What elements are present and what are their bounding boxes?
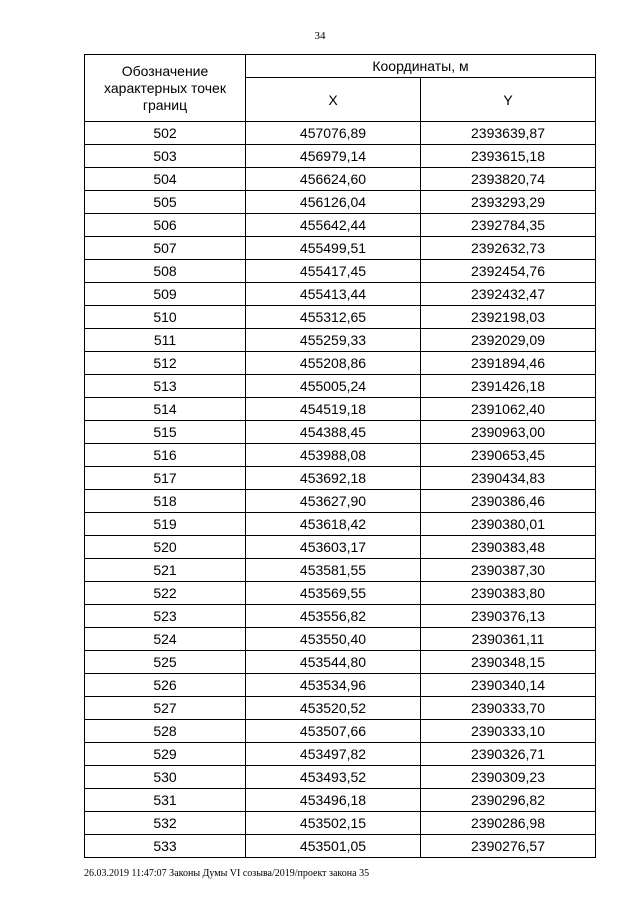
cell-y: 2393820,74 <box>421 168 596 191</box>
cell-point: 508 <box>85 260 246 283</box>
cell-y: 2390380,01 <box>421 513 596 536</box>
table-row <box>85 398 596 421</box>
table-row <box>85 191 596 214</box>
cell-y: 2390383,48 <box>421 536 596 559</box>
cell-y: 2392784,35 <box>421 214 596 237</box>
table-row <box>85 697 596 720</box>
table-row <box>85 536 596 559</box>
cell-x: 453493,52 <box>246 766 421 789</box>
cell-y: 2393293,29 <box>421 191 596 214</box>
table-row <box>85 720 596 743</box>
table-row <box>85 260 596 283</box>
table-row <box>85 306 596 329</box>
cell-x: 453581,55 <box>246 559 421 582</box>
cell-point: 518 <box>85 490 246 513</box>
cell-y: 2390386,46 <box>421 490 596 513</box>
table-row <box>85 743 596 766</box>
cell-x: 455259,33 <box>246 329 421 352</box>
cell-point: 502 <box>85 122 246 145</box>
cell-y: 2390963,00 <box>421 421 596 444</box>
table-row <box>85 651 596 674</box>
cell-y: 2390333,10 <box>421 720 596 743</box>
cell-point: 505 <box>85 191 246 214</box>
cell-x: 455417,45 <box>246 260 421 283</box>
cell-x: 456624,60 <box>246 168 421 191</box>
cell-y: 2390434,83 <box>421 467 596 490</box>
cell-x: 453534,96 <box>246 674 421 697</box>
cell-y: 2391062,40 <box>421 398 596 421</box>
cell-point: 509 <box>85 283 246 306</box>
cell-x: 453627,90 <box>246 490 421 513</box>
table-row <box>85 559 596 582</box>
cell-x: 456126,04 <box>246 191 421 214</box>
cell-point: 514 <box>85 398 246 421</box>
cell-y: 2393615,18 <box>421 145 596 168</box>
cell-y: 2390309,23 <box>421 766 596 789</box>
cell-point: 517 <box>85 467 246 490</box>
table-row <box>85 628 596 651</box>
cell-x: 453569,55 <box>246 582 421 605</box>
cell-point: 516 <box>85 444 246 467</box>
cell-y: 2392029,09 <box>421 329 596 352</box>
table-row <box>85 835 596 858</box>
cell-point: 515 <box>85 421 246 444</box>
cell-x: 453520,52 <box>246 697 421 720</box>
cell-point: 506 <box>85 214 246 237</box>
cell-x: 453550,40 <box>246 628 421 651</box>
cell-x: 455642,44 <box>246 214 421 237</box>
cell-x: 453556,82 <box>246 605 421 628</box>
cell-point: 521 <box>85 559 246 582</box>
cell-x: 453497,82 <box>246 743 421 766</box>
cell-y: 2392432,47 <box>421 283 596 306</box>
cell-y: 2390387,30 <box>421 559 596 582</box>
cell-x: 453544,80 <box>246 651 421 674</box>
cell-x: 453501,05 <box>246 835 421 858</box>
cell-y: 2390326,71 <box>421 743 596 766</box>
cell-point: 527 <box>85 697 246 720</box>
page-number: 34 <box>314 30 326 42</box>
table-header-row <box>85 55 596 78</box>
header-coordinates: Координаты, м <box>246 55 596 78</box>
cell-x: 455208,86 <box>246 352 421 375</box>
cell-y: 2392198,03 <box>421 306 596 329</box>
cell-y: 2393639,87 <box>421 122 596 145</box>
cell-x: 457076,89 <box>246 122 421 145</box>
cell-y: 2390376,13 <box>421 605 596 628</box>
table-row <box>85 122 596 145</box>
cell-x: 455312,65 <box>246 306 421 329</box>
cell-point: 524 <box>85 628 246 651</box>
table-row <box>85 421 596 444</box>
header-designation: Обозначение характерных точек границ <box>85 55 246 122</box>
cell-y: 2390276,57 <box>421 835 596 858</box>
cell-y: 2391894,46 <box>421 352 596 375</box>
header-x: X <box>246 78 421 122</box>
cell-point: 510 <box>85 306 246 329</box>
cell-point: 528 <box>85 720 246 743</box>
cell-y: 2390361,11 <box>421 628 596 651</box>
table-row <box>85 444 596 467</box>
table-row <box>85 145 596 168</box>
cell-y: 2390348,15 <box>421 651 596 674</box>
cell-point: 523 <box>85 605 246 628</box>
table-row <box>85 283 596 306</box>
cell-x: 454388,45 <box>246 421 421 444</box>
cell-y: 2392632,73 <box>421 237 596 260</box>
table-row <box>85 237 596 260</box>
cell-point: 512 <box>85 352 246 375</box>
cell-point: 513 <box>85 375 246 398</box>
cell-y: 2391426,18 <box>421 375 596 398</box>
table-row <box>85 352 596 375</box>
cell-y: 2392454,76 <box>421 260 596 283</box>
cell-x: 453603,17 <box>246 536 421 559</box>
cell-y: 2390653,45 <box>421 444 596 467</box>
cell-point: 531 <box>85 789 246 812</box>
table-row <box>85 467 596 490</box>
cell-point: 532 <box>85 812 246 835</box>
cell-x: 453988,08 <box>246 444 421 467</box>
cell-x: 454519,18 <box>246 398 421 421</box>
cell-y: 2390286,98 <box>421 812 596 835</box>
cell-point: 530 <box>85 766 246 789</box>
cell-x: 456979,14 <box>246 145 421 168</box>
cell-point: 519 <box>85 513 246 536</box>
cell-x: 455413,44 <box>246 283 421 306</box>
table-row <box>85 766 596 789</box>
cell-x: 453496,18 <box>246 789 421 812</box>
cell-y: 2390333,70 <box>421 697 596 720</box>
table-row <box>85 674 596 697</box>
cell-point: 533 <box>85 835 246 858</box>
cell-x: 455499,51 <box>246 237 421 260</box>
table-row <box>85 168 596 191</box>
cell-point: 504 <box>85 168 246 191</box>
cell-x: 455005,24 <box>246 375 421 398</box>
table-row <box>85 214 596 237</box>
table-row <box>85 789 596 812</box>
cell-point: 520 <box>85 536 246 559</box>
cell-point: 503 <box>85 145 246 168</box>
table-row <box>85 490 596 513</box>
table-row <box>85 375 596 398</box>
table-row <box>85 812 596 835</box>
cell-y: 2390296,82 <box>421 789 596 812</box>
table-row <box>85 582 596 605</box>
cell-x: 453502,15 <box>246 812 421 835</box>
header-y: Y <box>421 78 596 122</box>
table-row <box>85 329 596 352</box>
cell-point: 526 <box>85 674 246 697</box>
cell-x: 453618,42 <box>246 513 421 536</box>
footer-stamp: 26.03.2019 11:47:07 Законы Думы VI созыва/2019/проект закона 35 <box>84 868 370 879</box>
cell-x: 453692,18 <box>246 467 421 490</box>
cell-y: 2390340,14 <box>421 674 596 697</box>
coordinates-table <box>84 54 596 858</box>
cell-point: 522 <box>85 582 246 605</box>
table-row <box>85 513 596 536</box>
table-body <box>85 122 596 858</box>
cell-point: 529 <box>85 743 246 766</box>
table-row <box>85 605 596 628</box>
cell-x: 453507,66 <box>246 720 421 743</box>
cell-point: 511 <box>85 329 246 352</box>
cell-y: 2390383,80 <box>421 582 596 605</box>
cell-point: 525 <box>85 651 246 674</box>
cell-point: 507 <box>85 237 246 260</box>
